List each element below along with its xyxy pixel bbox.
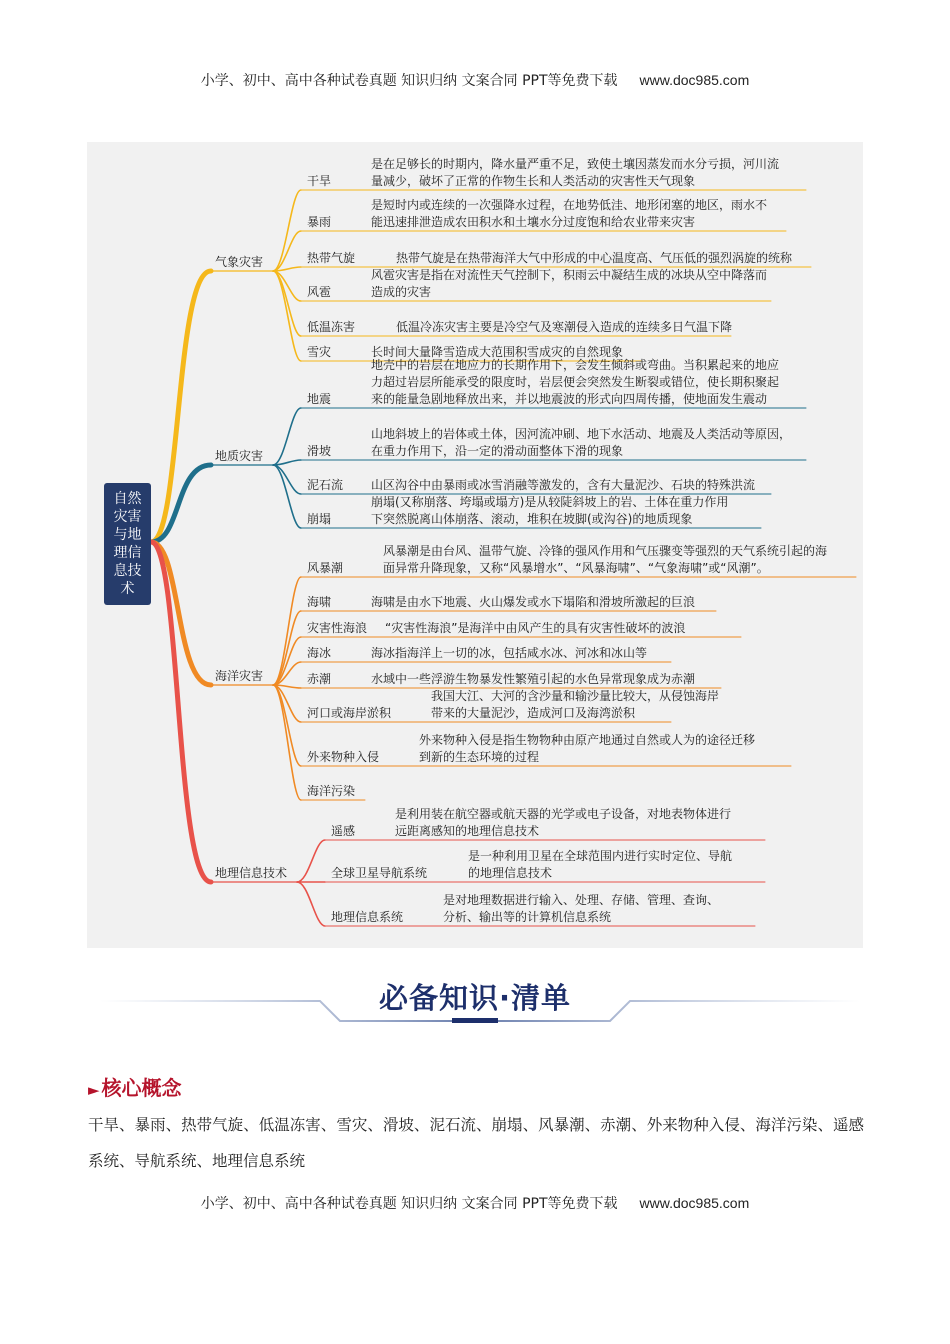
term-ocean-4: 赤潮 — [307, 672, 332, 686]
branch-label-geology: 地质灾害 — [215, 449, 264, 463]
term-ocean-2: 灾害性海浪 — [307, 621, 368, 635]
desc-geoinfo-0 — [395, 806, 731, 840]
desc-line: 风暴潮是由台风、温带气旋、冷锋的强风作用和气压骤变等强烈的天气系统引起的海 — [383, 544, 828, 558]
connector-geology-2 — [273, 465, 301, 494]
desc-ocean-4 — [371, 671, 695, 688]
desc-ocean-5 — [431, 688, 719, 722]
term-ocean-6: 外来物种入侵 — [307, 750, 380, 764]
desc-ocean-0 — [383, 543, 827, 577]
desc-line: 我国大江、大河的含沙量和输沙量比较大，从侵蚀海岸 — [431, 689, 720, 703]
desc-weather-2 — [396, 250, 792, 267]
connector-geoinfo-2 — [297, 882, 325, 926]
footer-text: 小学、初中、高中各种试卷真题 知识归纳 文案合同 PPT等免费下载 — [200, 1196, 618, 1212]
desc-line: 造成的灾害 — [371, 285, 432, 299]
desc-ocean-2 — [385, 620, 685, 637]
desc-line: 山地斜坡上的岩体或土体，因河流冲刷、地下水活动、地震及人类活动等原因， — [371, 427, 792, 441]
desc-line: 的地理信息技术 — [468, 866, 553, 880]
term-weather-5: 雪灾 — [307, 345, 332, 359]
connector-ocean-0 — [273, 577, 301, 685]
branch-label-geoinfo: 地理信息技术 — [215, 866, 288, 880]
desc-geology-3 — [371, 494, 728, 528]
desc-line: 风雹灾害是指在对流性天气控制下，积雨云中凝结生成的冰块从空中降落而 — [371, 268, 768, 282]
mind-map-root: 自然灾害与地理信息技术 — [104, 483, 151, 605]
footer-site: www.doc985.com — [639, 1195, 750, 1211]
connector-weather-4 — [273, 271, 301, 336]
desc-line: 量减少，破坏了正常的作物生长和人类活动的灾害性天气现象 — [371, 174, 696, 188]
connector-weather-0 — [273, 190, 301, 271]
desc-line: 力超过岩层所能承受的限度时，岩层便会突然发生断裂或错位，使长期积聚起 — [371, 375, 780, 389]
section-heading — [88, 1072, 182, 1101]
desc-line: 能迅速排泄造成农田积水和土壤水分过度饱和给农业带来灾害 — [371, 215, 696, 229]
term-geology-2: 泥石流 — [307, 478, 344, 492]
header-site: www.doc985.com — [639, 72, 750, 88]
term-ocean-0: 风暴潮 — [307, 561, 344, 575]
connector-geoinfo-0 — [297, 840, 325, 882]
term-weather-0: 干旱 — [307, 174, 332, 188]
desc-line: 是短时内或连续的一次强降水过程，在地势低洼、地形闭塞的地区，雨水不 — [371, 198, 768, 212]
desc-geoinfo-1 — [468, 848, 732, 882]
term-ocean-5: 河口或海岸淤积 — [307, 706, 392, 720]
desc-line: 来的能量急剧地释放出来，并以地震波的形式向四周传播，使地面发生震动 — [371, 392, 768, 406]
desc-line: 崩塌(又称崩落、垮塌或塌方)是从较陡斜坡上的岩、土体在重力作用 — [371, 495, 729, 509]
term-weather-3: 风雹 — [307, 285, 332, 299]
connector-ocean-2 — [273, 637, 301, 685]
desc-line: 山区沟谷中由暴雨或冰雪消融等激发的，含有大量泥沙、石块的特殊洪流 — [371, 478, 756, 492]
desc-line: 海啸是由水下地震、火山爆发或水下塌陷和滑坡所激起的巨浪 — [371, 595, 696, 609]
desc-line: 到新的生态环境的过程 — [419, 750, 540, 764]
banner-title: 必备知识·清单 — [378, 981, 572, 1015]
desc-line: 下突然脱离山体崩落、滚动，堆积在坡脚(或沟谷)的地质现象 — [371, 512, 693, 526]
desc-line: 外来物种入侵是指生物物种由原产地通过自然或人为的途径迁移 — [419, 733, 756, 747]
term-geoinfo-2: 地理信息系统 — [331, 910, 404, 924]
term-geology-1: 滑坡 — [307, 444, 332, 458]
desc-ocean-1 — [371, 594, 695, 611]
page-footer — [0, 1193, 950, 1213]
connector-geology-3 — [273, 465, 301, 528]
desc-line: 远距离感知的地理信息技术 — [395, 824, 540, 838]
desc-line: 分析、输出等的计算机信息系统 — [443, 910, 612, 924]
desc-weather-3 — [371, 267, 767, 301]
term-ocean-7: 海洋污染 — [307, 784, 356, 798]
page-header — [0, 70, 950, 90]
section-body: 干旱、暴雨、热带气旋、低温冻害、雪灾、滑坡、泥石流、崩塌、风暴潮、赤潮、外来物种入侵、海洋污染、遥感系统、导航系统、地理信息系统 — [88, 1116, 864, 1170]
desc-line: 水域中一些浮游生物暴发性繁殖引起的水色异常现象成为赤潮 — [371, 672, 696, 686]
branch-label-ocean: 海洋灾害 — [215, 669, 264, 683]
desc-line: 在重力作用下，沿一定的滑动面整体下滑的现象 — [371, 444, 624, 458]
desc-geology-2 — [371, 477, 755, 494]
desc-weather-0 — [371, 156, 779, 190]
desc-line: 是一种利用卫星在全球范围内进行实时定位、导航 — [468, 849, 733, 863]
branch-label-weather: 气象灾害 — [215, 255, 264, 269]
term-weather-1: 暴雨 — [307, 215, 332, 229]
connector-ocean-6 — [273, 685, 301, 766]
desc-ocean-3 — [371, 645, 647, 662]
section-title: 核心概念 — [101, 1076, 182, 1100]
banner-accent — [452, 1018, 498, 1023]
desc-weather-1 — [371, 197, 767, 231]
header-text: 小学、初中、高中各种试卷真题 知识归纳 文案合同 PPT等免费下载 — [200, 73, 618, 89]
desc-line: 低温冷冻灾害主要是冷空气及寒潮侵入造成的连续多日气温下降 — [396, 320, 733, 334]
desc-line: 带来的大量泥沙，造成河口及海湾淤积 — [431, 706, 636, 720]
desc-weather-4 — [396, 319, 732, 336]
mind-map — [87, 142, 863, 948]
term-geoinfo-0: 遥感 — [331, 824, 356, 838]
branch-curve-geoinfo — [151, 542, 211, 882]
term-weather-4: 低温冻害 — [307, 320, 356, 334]
desc-line: 海冰指海洋上一切的冰，包括咸水冰、河冰和冰山等 — [371, 646, 648, 660]
term-ocean-1: 海啸 — [307, 595, 332, 609]
term-geology-3: 崩塌 — [307, 512, 332, 526]
desc-line: 是利用装在航空器或航天器的光学或电子设备，对地表物体进行 — [395, 807, 732, 821]
desc-geology-0 — [371, 357, 779, 408]
term-geoinfo-1: 全球卫星导航系统 — [331, 866, 428, 880]
connector-geology-0 — [273, 408, 301, 465]
desc-line: 是在足够长的时期内，降水量严重不足，致使土壤因蒸发而水分亏损，河川流 — [371, 157, 780, 171]
desc-line: 是对地理数据进行输入、处理、存储、管理、查询、 — [443, 893, 720, 907]
triangle-marker-icon: ► — [88, 1081, 100, 1099]
branch-curve-ocean — [151, 542, 211, 685]
desc-line: 长时间大量降雪造成大范围积雪成灾的自然现象 — [371, 345, 624, 359]
desc-line: 热带气旋是在热带海洋大气中形成的中心温度高、气压低的强烈涡旋的统称 — [396, 251, 793, 265]
term-ocean-3: 海冰 — [307, 646, 332, 660]
desc-geology-1 — [371, 426, 791, 460]
desc-geoinfo-2 — [443, 892, 719, 926]
desc-line: “灾害性海浪”是海洋中由风产生的具有灾害性破坏的波浪 — [385, 621, 686, 635]
desc-line: 面异常升降现象，又称“风暴增水”、“风暴海啸”、“气象海啸”或“风潮”。 — [383, 561, 769, 575]
desc-ocean-6 — [419, 732, 755, 766]
desc-line: 地壳中的岩层在地应力的长期作用下，会发生倾斜或弯曲。当积累起来的地应 — [371, 358, 780, 372]
term-geology-0: 地震 — [307, 392, 332, 406]
term-weather-2: 热带气旋 — [307, 251, 356, 265]
